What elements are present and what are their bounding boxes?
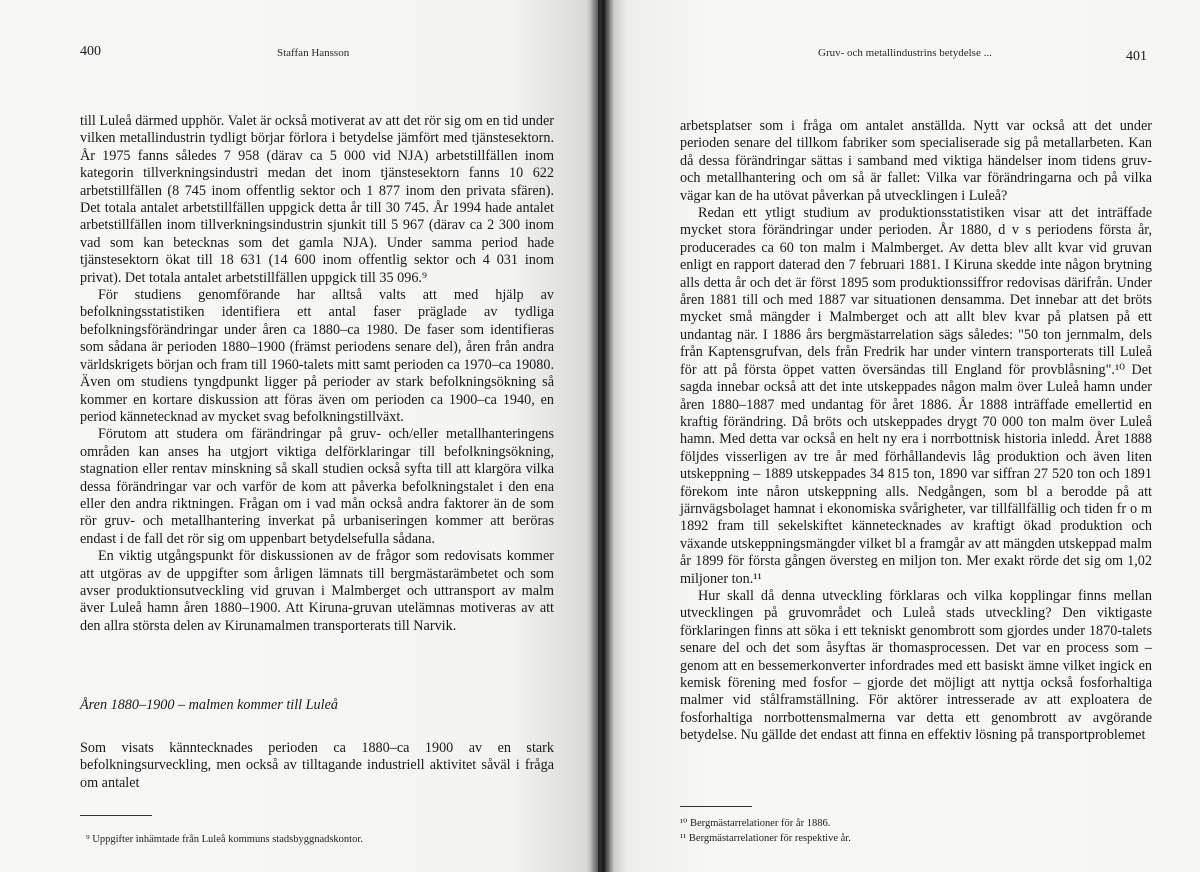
left-paragraph-3: Förutom att studera om färändringar på gruv- och/eller metallhanteringens områden kan anses ha utgjort viktiga delförklaringar till befolkningsökning, stagnation eller rentav minskning så skall studien också syfta till att klargöra vilka dessa förändringar var och varför de kom att påverka befolkningstalet i den ena eller den andra riktningen. Frågan om i vad mån också andra faktorer än de som rör gruv- och metallhantering inverkat på urbaniseringen kommer att beröras endast i de fall det rör sig om uppenbart betydelsefulla sådana. xyxy=(80,426,554,547)
right-paragraph-2: Redan ett ytligt studium av produktionsstatistiken visar att det inträffade mycket stora förändringar under perioden. År 1880, d v s periodens första år, producerades ca 60 ton malm i Malmberget. Av detta blev allt kvar vid gruvan enligt en rapport daterad den 7 februari 1881. I Kiruna skedde inte någon brytning alls detta år och det är först 1895 som produktionssiffror redovisas därifrån. Under åren 1881 till och med 1887 var situationen densamma. Det innebar att det bröts mycket små mängder i Malmberget och att allt blev kvar på platsen på ett undantag när. I 1886 års bergmästarrelation sägs således: "50 ton jernmalm, dels från Kaptensgrufvan, dels från Fredrik har under vintern transporterats till Luleå för att på första öppet vatten översändas till England för provblåsning".¹⁰ Det sagda innebar också att det inte utskeppades någon malm över Luleå hamn under åren 1880–1887 med undantag för året 1886. År 1888 inträffade emellertid en kraftig förändring. Då bröts och utskeppades drygt 70 000 ton malm över Luleå hamn. Med detta var också en helt ny era i norrbottnisk historia inledd. Året 1888 följdes visserligen av tre år med förhållandevis låg produktion och även liten utskeppning – 1889 utskeppades 34 815 ton, 1890 var siffran 27 520 ton och 1891 förekom inte nåron utskeppning alls. Nedgången, som bl a berodde på att järnvägsbolaget hamnat i ekonomiska svårigheter, var tillfällfällig och tiden fr o m 1892 fram till sekelskiftet kännetecknades av kraftigt ökad produktion och växande utskeppningsmängder vilket bl a framgår av att mängden utskeppad malm år 1899 för första gången översteg en miljon ton. Mer exakt rörde det sig om 1,02 miljoner ton.¹¹ xyxy=(680,205,1152,587)
left-paragraph-1: till Luleå därmed upphör. Valet är också motiverat av att det rör sig om en tid under vilken metallindustrin tydligt börjar förlora i betydelse jämfört med tjänstesektorn. År 1975 fanns således 7 958 (därav ca 5 000 vid NJA) arbetstillfällen inom kategorin tillverkningsindustri medan det inom tjänstesektorn fanns 10 622 arbetstillfällen (8 745 inom offentlig sektor och 1 877 inom den privata sfären). Det totala antalet arbetstillfällen uppgick detta år till 30 745. År 1994 hade antalet arbetstillfällen inom tillverkningsindustrin sjunkit till 5 967 (därav ca 2 300 inom vad som kan betecknas som det gamla NJA). Under samma period hade tjänstesektorn ökat till 18 631 (14 600 inom offentlig sektor och 4 031 inom privat). Det totala antalet arbetstillfällen uppgick till 35 096.⁹ xyxy=(80,113,554,286)
left-footnote-9: ⁹ Uppgifter inhämtade från Luleå kommuns stadsbyggnadskontor. xyxy=(86,834,363,845)
left-paragraph-after-heading: Som visats känntecknades perioden ca 1880–ca 1900 av en stark befolkningsurveckling, men också av tilltagande industriell aktivitet såväl i fråga om antalet xyxy=(80,740,554,791)
section-subheading: Åren 1880–1900 – malmen kommer till Luleå xyxy=(80,697,338,713)
left-running-header: Staffan Hansson xyxy=(277,47,350,59)
right-footnote-10: ¹⁰ Bergmästarrelationer för år 1886. xyxy=(680,818,831,829)
left-page xyxy=(0,0,598,872)
right-paragraph-1: arbetsplatser som i fråga om antalet anställda. Nytt var också att det under perioden senare del tillkom fabriker som specialiserade sig på metallarbeten. Kan då dessa förändringar sättas i samband med viktiga händelser inom tidens gruv- och metallhantering och om så är fallet: Vilka var förändringarna och på vilka vägar kan de ha utövat påverkan på utvecklingen i Luleå? xyxy=(680,118,1152,204)
right-footnote-rule xyxy=(680,806,752,807)
right-page xyxy=(598,0,1200,872)
left-footnote-rule xyxy=(80,815,152,816)
right-body-text xyxy=(680,118,1152,745)
right-page-number: 401 xyxy=(1126,49,1147,64)
right-footnote-11: ¹¹ Bergmästarrelationer för respektive år. xyxy=(680,833,851,844)
left-paragraph-2: För studiens genomförande har alltså valts att med hjälp av befolkningsstatistiken identifiera ett antal faser präglade av tydliga befolkningsförändringar under åren ca 1880–ca 1980. De faser som identifieras som sådana är perioden 1880–1900 (främst periodens senare del), åren från andra världskrigets början och fram till 1960-talets mitt samt perioden ca 1970–ca 19080. Även om studiens tyngdpunkt ligger på perioder av stark befolkningsökning så kommer en kortare diskussion att föras även om perioden ca 1900–ca 1940, en period kännetecknad av mycket svag befolkningstillväxt. xyxy=(80,287,554,425)
left-body-text xyxy=(80,113,554,635)
left-body-after-heading xyxy=(80,740,554,792)
left-paragraph-4: En viktig utgångspunkt för diskussionen av de frågor som redovisats kommer att utgöras av de uppgifter som årligen lämnats till bergmästarämbetet och som avser produktionsutveckling vid gruvan i Malmberget och uttransport av malm äver Luleå hamn åren 1880–1900. Att Kiruna-gruvan utelämnas motiveras av att den allra största delen av Kirunamalmen transporterats till Narvik. xyxy=(80,548,554,634)
right-running-header: Gruv- och metallindustrins betydelse ... xyxy=(818,47,992,59)
right-paragraph-3: Hur skall då denna utveckling förklaras och vilka kopplingar finns mellan utvecklingen på gruvområdet och Luleå stads utveckling? Den viktigaste förklaringen finns att söka i ett tekniskt genombrott som gjordes under 1870-talets senare del och det som åsyftas är thomasprocessen. Det var en process som – genom att en bessemerkonverter infordrades med ett basiskt ämne vilket ingick en kemisk förening med fosfor – gjorde det möjligt att nyttja också fosforhaltiga malmer vid stålframställning. För aktörer intresserade av att exploatera de fosforhaltiga norrbottensmalmerna var detta ett genombrott av avgörande betydelse. Nu gällde det endast att finna en effektiv lösning på transportproblemet xyxy=(680,587,1152,744)
left-page-number: 400 xyxy=(80,44,101,59)
